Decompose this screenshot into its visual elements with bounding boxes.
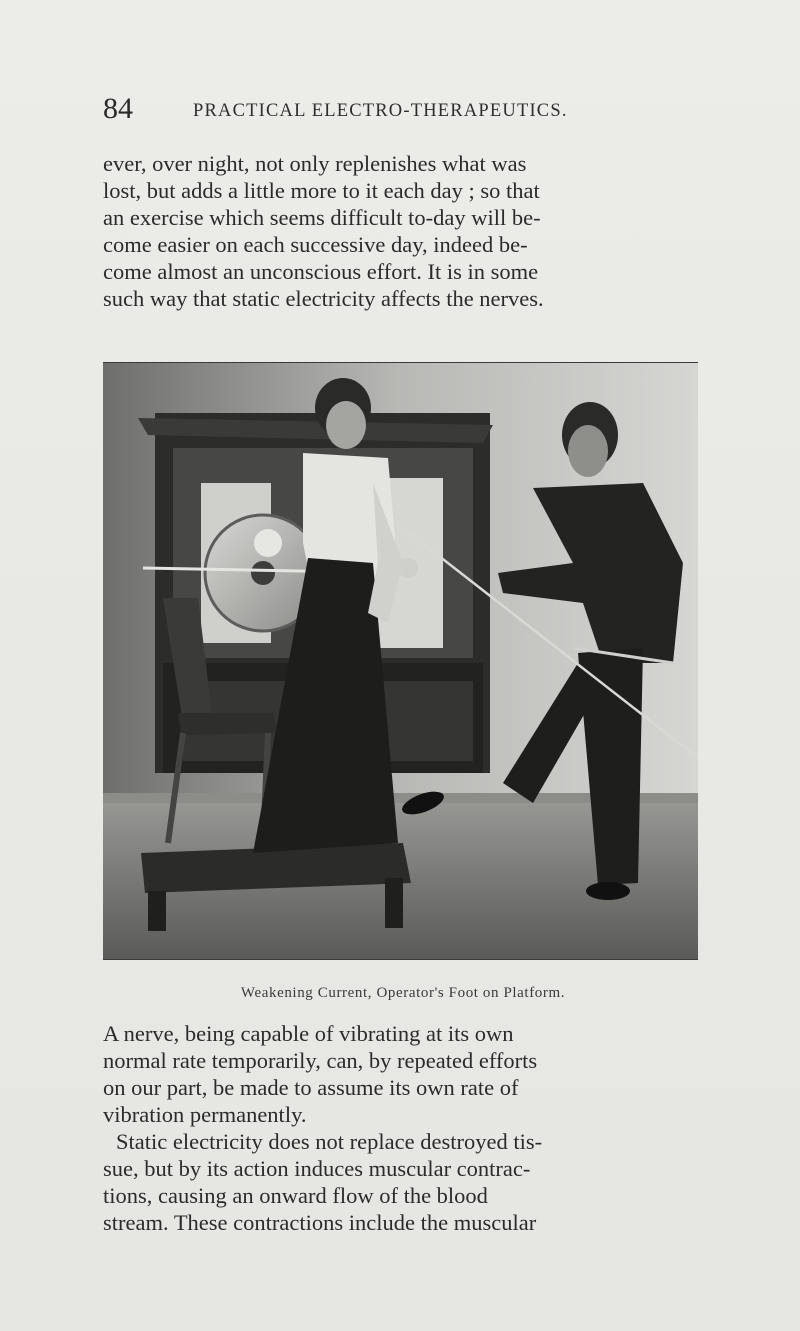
text-line: on our part, be made to assume its own rate of — [103, 1075, 519, 1100]
text-line: such way that static electricity affects the nerves. — [103, 286, 544, 311]
paragraph-2 — [103, 1020, 703, 1128]
text-line: ever, over night, not only replenishes what was — [103, 151, 527, 176]
text-line: A nerve, being capable of vibrating at its own — [103, 1021, 514, 1046]
text-line: an exercise which seems difficult to-day will be- — [103, 205, 541, 230]
photograph-illustration — [103, 363, 698, 959]
page-number: 84 — [103, 92, 133, 125]
running-title: PRACTICAL ELECTRO-THERAPEUTICS. — [193, 101, 568, 121]
text-line: Static electricity does not replace destroyed tis- — [116, 1129, 543, 1154]
photograph-figure — [103, 362, 698, 960]
text-line: vibration permanently. — [103, 1102, 307, 1127]
text-line: tions, causing an onward flow of the blood — [103, 1183, 488, 1208]
figure-caption: Weakening Current, Operator's Foot on Platform. — [240, 985, 566, 1001]
text-line: stream. These contractions include the muscular — [103, 1210, 537, 1235]
paragraph-1 — [103, 150, 703, 312]
text-line: come easier on each successive day, indeed be- — [103, 232, 528, 257]
text-line: come almost an unconscious effort. It is in some — [103, 259, 539, 284]
text-line: lost, but adds a little more to it each day ; so that — [103, 178, 540, 203]
running-head — [103, 92, 703, 132]
text-line: normal rate temporarily, can, by repeated efforts — [103, 1048, 538, 1073]
text-line: sue, but by its action induces muscular contrac- — [103, 1156, 531, 1181]
paragraph-3 — [103, 1128, 703, 1236]
